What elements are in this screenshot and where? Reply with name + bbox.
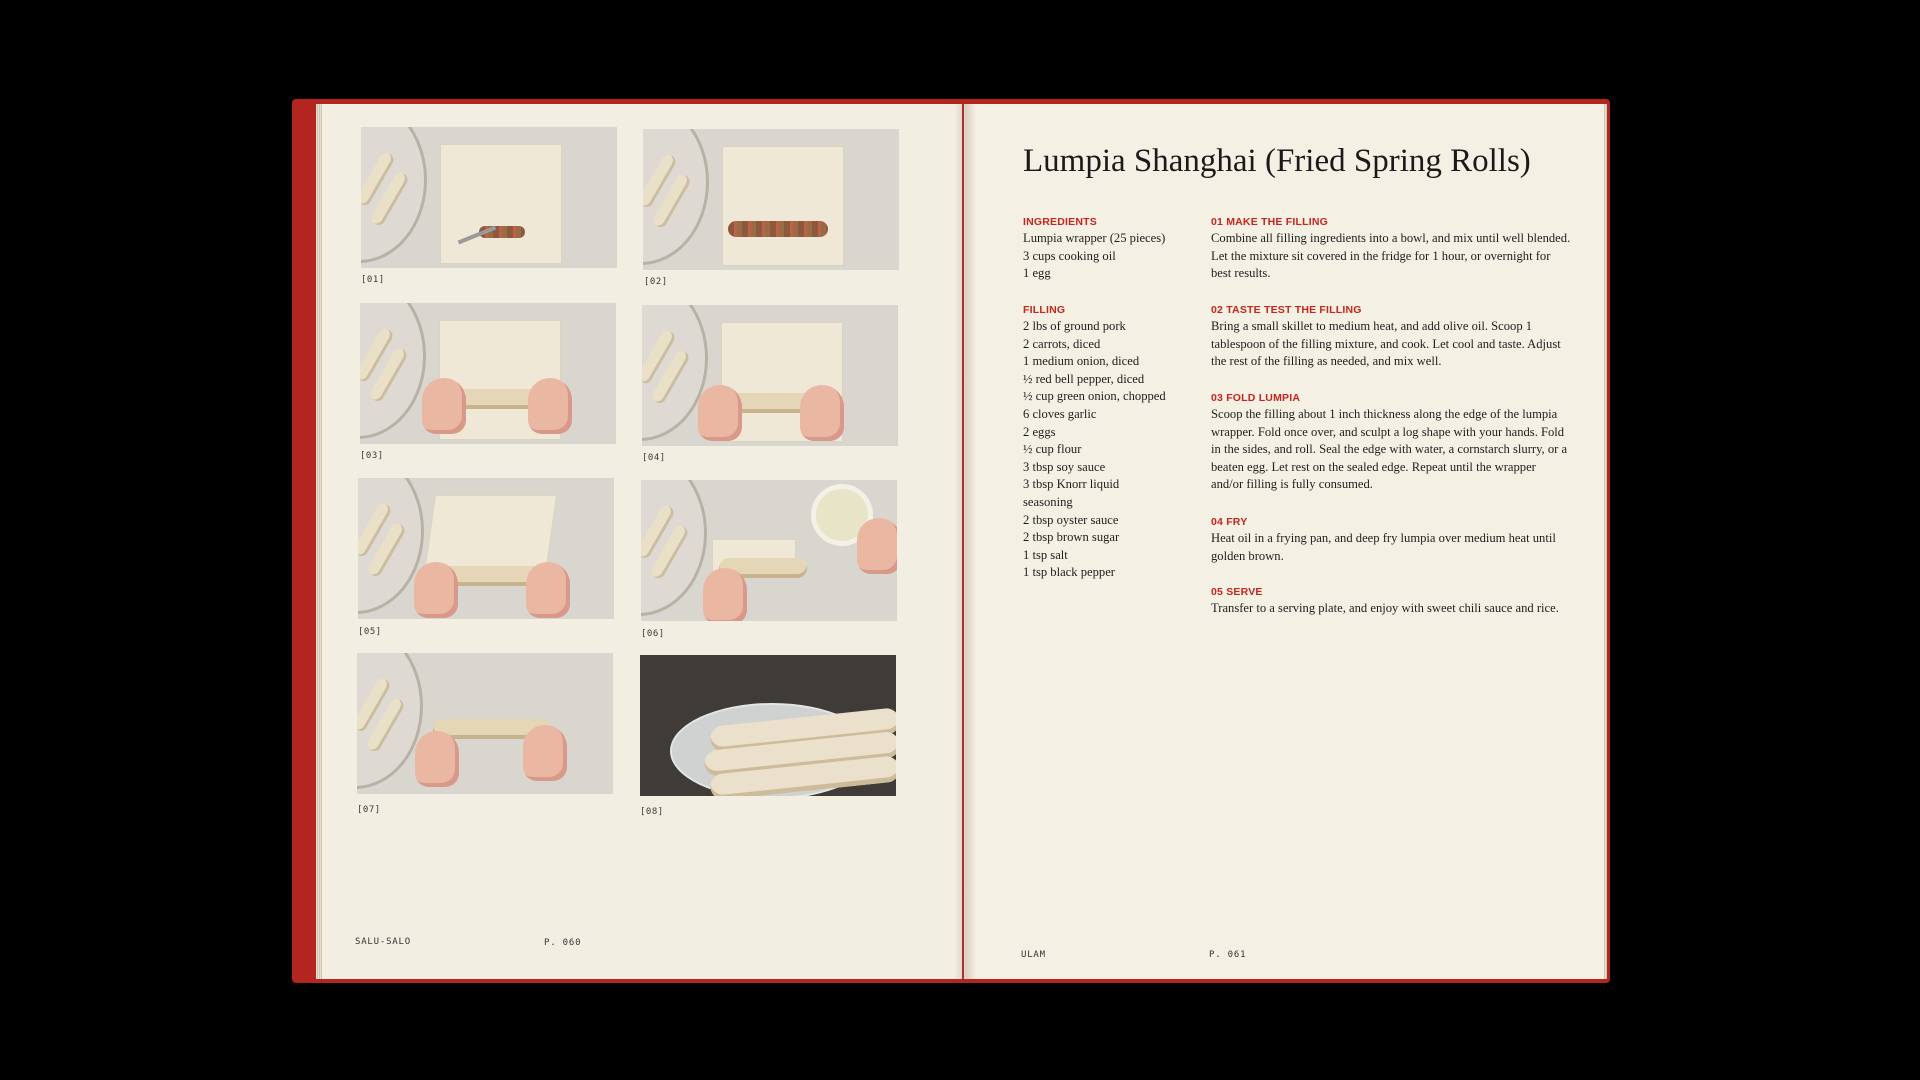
step-photo-05 bbox=[358, 478, 614, 619]
step-heading-02: 02 TASTE TEST THE FILLING bbox=[1211, 304, 1362, 316]
photo-caption: [08] bbox=[640, 807, 664, 817]
step-heading-05: 05 SERVE bbox=[1211, 586, 1263, 598]
step-text-04: Heat oil in a frying pan, and deep fry lumpia over medium heat until golden brown. bbox=[1211, 531, 1556, 563]
step-photo-03 bbox=[360, 303, 616, 444]
photo-caption: [05] bbox=[358, 627, 382, 637]
filling-heading: FILLING bbox=[1023, 304, 1066, 316]
filling-item: 2 carrots, diced bbox=[1023, 336, 1101, 351]
filling-item: 2 lbs of ground pork bbox=[1023, 319, 1126, 333]
filling-item: 3 tbsp soy sauce bbox=[1023, 459, 1106, 474]
ingredient-item: Lumpia wrapper (25 pieces) bbox=[1023, 231, 1166, 245]
filling-item: 2 tbsp brown sugar bbox=[1023, 530, 1120, 545]
step-photo-01 bbox=[361, 127, 617, 268]
ingredients-heading: INGREDIENTS bbox=[1023, 216, 1097, 228]
photo-caption: [07] bbox=[357, 805, 381, 815]
step-heading-04: 04 FRY bbox=[1211, 516, 1248, 528]
filling-list bbox=[1023, 318, 1166, 582]
filling-item: 3 tbsp Knorr liquid bbox=[1023, 477, 1120, 492]
photo-caption: [03] bbox=[360, 451, 384, 461]
step-text-02: Bring a small skillet to medium heat, and add olive oil. Scoop 1 tablespoon of the filling mixture, and cook. Let cool and taste. Adjust the rest of the filling as needed, and mix well. bbox=[1211, 319, 1561, 369]
photo-caption: [04] bbox=[642, 453, 666, 463]
book-gutter bbox=[954, 104, 976, 979]
photo-caption: [02] bbox=[644, 277, 668, 287]
step-photo-02 bbox=[643, 129, 899, 270]
filling-item: 6 cloves garlic bbox=[1023, 406, 1097, 421]
step-text-03: Scoop the filling about 1 inch thickness along the edge of the lumpia wrapper. Fold once over, and sculpt a log shape with your hands. Fold in the sides, and roll. Seal the edge with water, a cornstarch slurry, or a beaten egg. Let rest on the sealed edge. Repeat until the wrapper and/or filling is fully consumed. bbox=[1211, 407, 1568, 492]
filling-item: 2 tbsp oyster sauce bbox=[1023, 512, 1119, 527]
step-heading-01: 01 MAKE THE FILLING bbox=[1211, 216, 1328, 228]
ingredients-list bbox=[1023, 230, 1165, 283]
filling-item: ½ cup flour bbox=[1023, 442, 1082, 457]
step-photo-07 bbox=[357, 653, 613, 794]
step-photo-08 bbox=[640, 655, 896, 796]
book-title-footer: SALU-SALO bbox=[355, 937, 411, 947]
filling-item: 1 tsp black pepper bbox=[1023, 565, 1115, 580]
filling-item: ½ cup green onion, chopped bbox=[1023, 389, 1166, 404]
ingredient-item: 1 egg bbox=[1023, 266, 1051, 281]
step-text-01: Combine all filling ingredients into a bowl, and mix until well blended. Let the mixture sit covered in the fridge for 1 hour, or overnight for best results. bbox=[1211, 231, 1571, 281]
section-footer: ULAM bbox=[1021, 950, 1046, 960]
filling-item: ½ red bell pepper, diced bbox=[1023, 371, 1145, 386]
step-text-05: Transfer to a serving plate, and enjoy with sweet chili sauce and rice. bbox=[1211, 601, 1559, 615]
filling-item: 2 eggs bbox=[1023, 424, 1056, 439]
filling-item: 1 medium onion, diced bbox=[1023, 354, 1140, 369]
recipe-title: Lumpia Shanghai (Fried Spring Rolls) bbox=[1023, 143, 1531, 179]
filling-item: seasoning bbox=[1023, 494, 1073, 509]
page-number-left: P. 060 bbox=[544, 938, 582, 948]
step-photo-06 bbox=[641, 480, 897, 621]
photo-caption: [01] bbox=[361, 275, 385, 285]
ingredient-item: 3 cups cooking oil bbox=[1023, 248, 1116, 263]
photo-caption: [06] bbox=[641, 629, 665, 639]
page-number-right: P. 061 bbox=[1209, 950, 1247, 960]
step-heading-03: 03 FOLD LUMPIA bbox=[1211, 392, 1301, 404]
step-photo-04 bbox=[642, 305, 898, 446]
filling-item: 1 tsp salt bbox=[1023, 547, 1068, 562]
